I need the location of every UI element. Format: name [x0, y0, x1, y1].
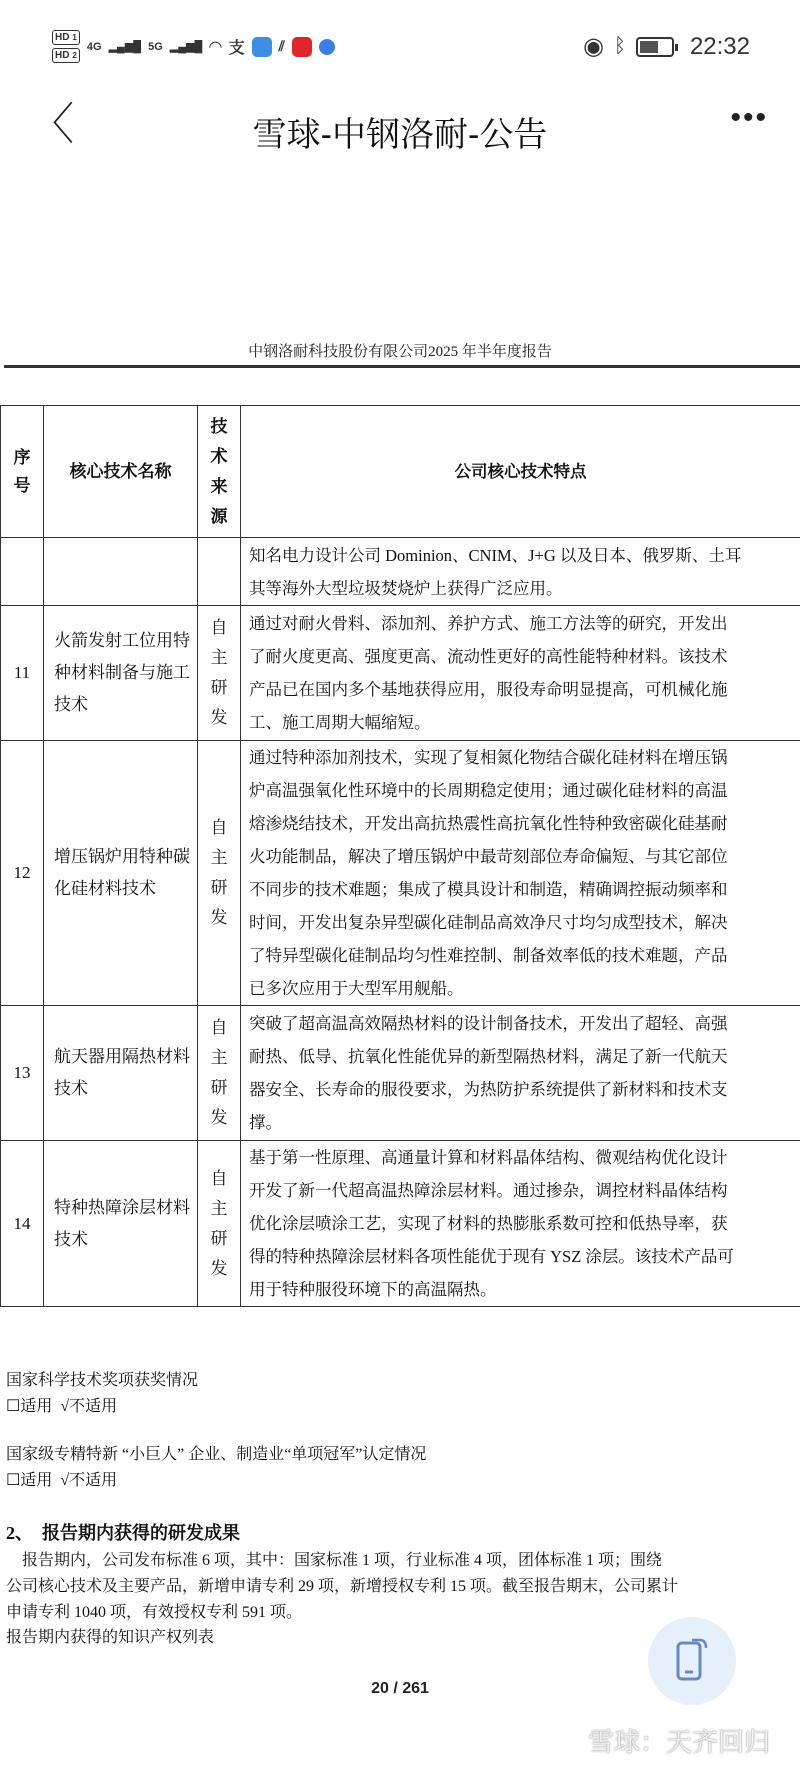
feature-line: 炉高温强氧化性环境中的长周期稳定使用；通过碳化硅材料的高温	[249, 781, 728, 800]
header-name: 核心技术名称	[44, 406, 198, 538]
page-title: 雪球-中钢洛耐-公告	[252, 116, 548, 154]
running-header: 中钢洛耐科技股份有限公司2025 年半年度报告	[248, 344, 552, 360]
tech-features	[241, 538, 800, 606]
feature-line: 通过特种添加剂技术，实现了复相氮化物结合碳化硅材料在增压锅	[249, 748, 728, 767]
row-number: 11	[1, 606, 44, 741]
tech-name: 增压锅炉用特种碳化硅材料技术	[44, 741, 198, 1006]
tech-features	[241, 606, 800, 741]
browser-icon	[319, 39, 335, 55]
nav-bar	[0, 95, 800, 159]
feature-line: 知名电力设计公司 Dominion、CNIM、J+G 以及日本、俄罗斯、土耳	[249, 545, 742, 565]
feature-line: 通过对耐火骨料、添加剂、养护方式、施工方法等的研究，开发出	[249, 614, 728, 633]
app-icon: ⫽	[278, 38, 285, 54]
section-paragraph-line: 申请专利 1040 项，有效授权专利 591 项。	[6, 1604, 303, 1621]
row-number: 12	[1, 741, 44, 1006]
table-row	[1, 606, 800, 741]
page-number: 20 / 261	[371, 1680, 429, 1697]
network-4g: 4G	[86, 40, 102, 53]
feature-line: 工、施工周期大幅缩短。	[249, 713, 431, 732]
tech-source: 自主研发	[198, 1141, 241, 1307]
tech-source: 自主研发	[198, 606, 241, 741]
wifi-icon: ◠	[209, 38, 222, 56]
header-source: 技术来源	[198, 406, 241, 538]
feature-line: 熔渗烧结技术，开发出高抗热震性高抗氧化性特种致密碳化硅基耐	[249, 814, 728, 833]
tech-features	[241, 741, 800, 1006]
feature-line: 开发了新一代超高温热障涂层材料。通过掺杂，调控材料晶体结构	[249, 1181, 728, 1200]
feature-line: 突破了超高温高效隔热材料的设计制备技术，开发出了超轻、高强	[249, 1014, 728, 1033]
feature-line: 时间，开发出复杂异型碳化硅制品高效净尺寸均匀成型技术，解决	[249, 913, 728, 932]
giant-title: 国家级专精特新 “小巨人” 企业、制造业“单项冠军”认定情况	[6, 1446, 427, 1463]
table-row	[1, 1141, 800, 1307]
section-paragraph-line: 报告期内，公司发布标准 6 项，其中：国家标准 1 项，行业标准 4 项，团体标准 1 项；围绕	[6, 1552, 663, 1569]
award-options: ☐适用 √不适用	[6, 1398, 118, 1415]
table-header-row	[1, 406, 800, 538]
giant-options: ☐适用 √不适用	[6, 1472, 118, 1489]
feature-line: 得的特种热障涂层材料各项性能优于现有 YSZ 涂层。该技术产品可	[249, 1247, 734, 1266]
more-icon[interactable]: •••	[730, 101, 768, 134]
phone-rotate-icon	[672, 1637, 712, 1685]
tech-features	[241, 1141, 800, 1307]
section-paragraph-line: 公司核心技术及主要产品，新增申请专利 29 项，新增授权专利 15 项。截至报告期末，公司累计	[6, 1578, 679, 1595]
back-icon[interactable]: 〈	[30, 99, 74, 150]
header-features: 公司核心技术特点	[241, 406, 800, 538]
feature-line: 优化涂层喷涂工艺，实现了材料的热膨胀系数可控和低热导率，获	[249, 1214, 728, 1233]
section-heading: 2、 报告期内获得的研发成果	[6, 1523, 240, 1543]
feature-line: 火功能制品，解决了增压锅炉中最苛刻部位寿命偏短、与其它部位	[249, 847, 728, 866]
feature-line: 了特异型碳化硅制品均匀性难控制、制备效率低的技术难题，产品	[249, 946, 728, 965]
watermark: 雪球：天齐回归	[587, 1727, 770, 1757]
feature-line: 其等海外大型垃圾焚烧炉上获得广泛应用。	[249, 578, 563, 598]
feature-line: 器安全、长寿命的服役要求，为热防护系统提供了新材料和技术支	[249, 1080, 728, 1099]
award-title: 国家科学技术奖项获奖情况	[6, 1372, 199, 1389]
row-number	[1, 538, 44, 606]
feature-line: 撑。	[249, 1113, 282, 1132]
feature-line: 不同步的技术难题；集成了模具设计和制造，精确调控振动频率和	[249, 880, 728, 899]
feature-line: 产品已在国内多个基地获得应用，服役寿命明显提高，可机械化施	[249, 680, 728, 699]
feature-line: 用于特种服役环境下的高温隔热。	[249, 1280, 497, 1299]
eye-icon: ◉	[582, 33, 604, 60]
feature-line: 基于第一性原理、高通量计算和材料晶体结构、微观结构优化设计	[249, 1148, 728, 1167]
tech-name: 特种热障涂层材料技术	[44, 1141, 198, 1307]
app-icon	[252, 37, 272, 57]
tech-name	[44, 538, 198, 606]
clock: 22:32	[689, 32, 750, 60]
tech-source: 自主研发	[198, 741, 241, 1006]
tech-features	[241, 1006, 800, 1141]
app-icon	[292, 37, 312, 57]
network-5g: 5G	[148, 40, 163, 53]
row-number: 13	[1, 1006, 44, 1141]
table-row	[1, 741, 800, 1006]
feature-line: 耐热、低导、抗氧化性能优异的新型隔热材料，满足了新一代航天	[249, 1047, 728, 1066]
core-tech-table	[0, 405, 800, 1307]
bluetooth-icon: ᛒ	[613, 35, 626, 57]
rotate-screen-button[interactable]	[648, 1617, 736, 1705]
status-bar	[0, 24, 800, 74]
row-number: 14	[1, 1141, 44, 1307]
tech-name: 航天器用隔热材料技术	[44, 1006, 198, 1141]
header-no: 序号	[1, 406, 44, 538]
feature-line: 已多次应用于大型军用舰船。	[249, 979, 464, 998]
tech-name: 火箭发射工位用特种材料制备与施工技术	[44, 606, 198, 741]
battery-icon	[636, 37, 674, 57]
table-row	[1, 538, 800, 606]
sim-indicator: HD 1 HD 2	[52, 30, 80, 63]
header-divider	[4, 365, 800, 368]
table-row	[1, 1006, 800, 1141]
feature-line: 了耐火度更高、强度更高、流动性更好的高性能特种材料。该技术	[249, 647, 728, 666]
signal-icon: ▂▄▆█	[169, 41, 203, 53]
tech-source: 自主研发	[198, 1006, 241, 1141]
signal-icon: ▂▄▆█	[108, 41, 142, 53]
ip-list-title: 报告期内获得的知识产权列表	[6, 1629, 215, 1646]
alipay-icon: 支	[228, 40, 245, 57]
tech-source	[198, 538, 241, 606]
